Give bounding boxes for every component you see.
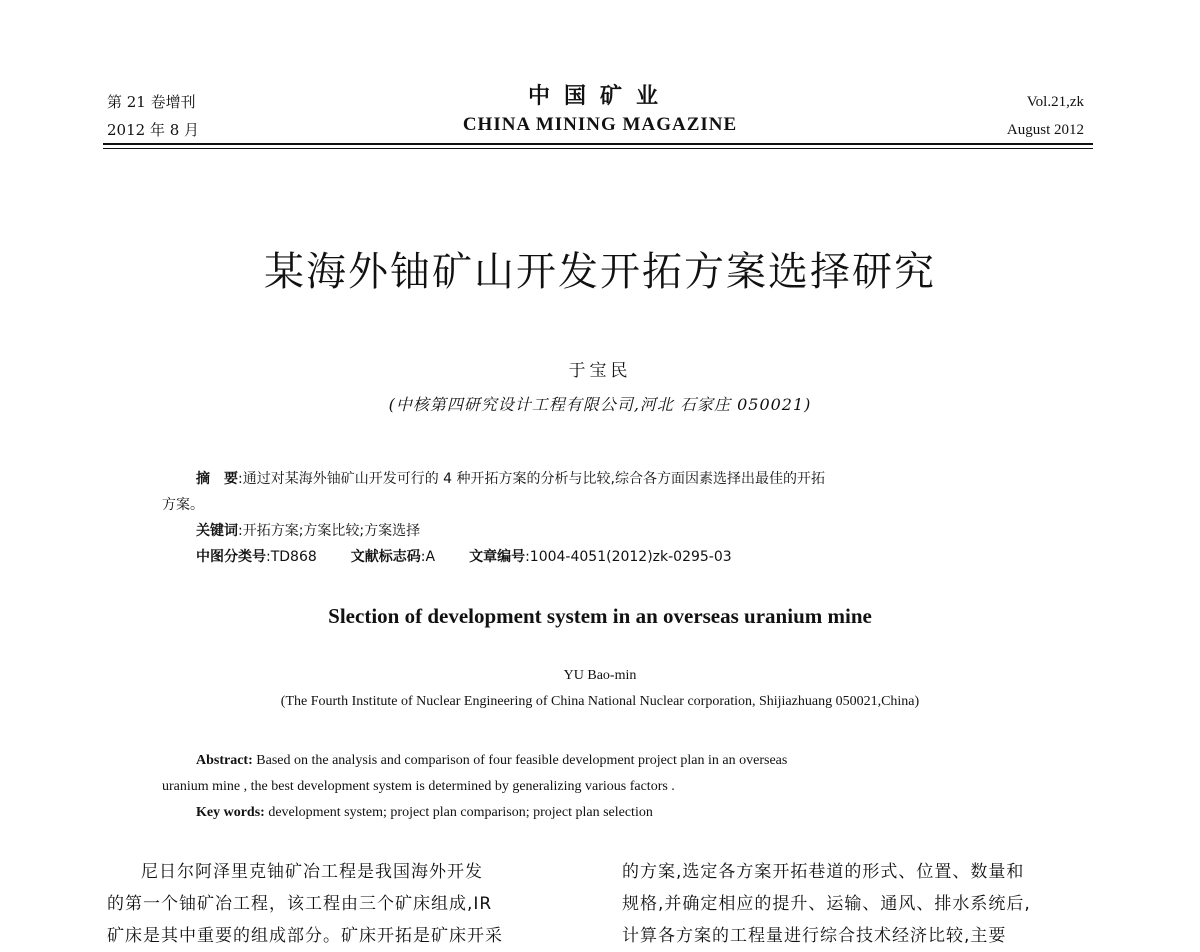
classification-row [162,544,1040,570]
header-rule-thin [103,148,1093,149]
abstract-cn-text1: :通过对某海外铀矿山开发可行的 4 种开拓方案的分析与比较,综合各方面因素选择出最佳的开拓 [238,471,825,487]
body-left-line: 尼日尔阿泽里克铀矿冶工程是我国海外开发 [141,862,483,882]
header-date: 2012 年 8 月 [107,121,200,139]
header-date-en: August 2012 [1006,122,1084,138]
body-left-line: 矿床是其中重要的组成部分。矿床开拓是矿床开采 [107,926,503,946]
keywords-en-label: Key words: [196,805,265,820]
abstract-en-label: Abstract: [196,753,253,768]
header-rule-thick [103,143,1093,145]
body-column-left [107,856,577,952]
abstract-en-text1: Based on the analysis and comparison of four feasible development project plan in an overseas [252,753,788,768]
abstract-cn-label: 摘 要 [196,471,238,487]
keywords-en [162,800,1040,826]
header-vol-en: Vol.21,zk [1026,94,1084,110]
article-id-text: :1004-4051(2012)zk-0295-03 [525,549,732,565]
doc-code-label: 文献标志码 [350,549,421,565]
keywords-cn-text: :开拓方案;方案比较;方案选择 [238,523,421,539]
author-cn: 于宝民 [568,361,632,381]
clc-text: :TD868 [266,549,317,565]
paper-title-cn: 某海外铀矿山开发开拓方案选择研究 [264,249,936,295]
body-right-line: 规格,并确定相应的提升、运输、通风、排水系统后, [622,894,1031,914]
paper-title-en: Slection of development system in an overseas uranium mine [328,604,872,628]
abstract-en [162,748,1040,826]
article-id-label: 文章编号 [469,549,526,565]
abstract-cn [162,466,1040,570]
abstract-cn-line2: 方案。 [162,497,204,513]
doc-code-text: :A [420,549,436,565]
body-left-line: 的第一个铀矿冶工程，该工程由三个矿床组成,IR [107,894,493,914]
abstract-cn-line1 [162,466,1040,492]
author-en: YU Bao-min [563,668,637,683]
abstract-en-line2: uranium mine , the best development system is determined by generalizing various factors . [162,779,675,794]
journal-name-en: CHINA MINING MAGAZINE [462,114,738,135]
body-right-line: 计算各方案的工程量进行综合技术经济比较,主要 [622,926,1007,946]
clc-label: 中图分类号 [196,549,266,565]
abstract-en-line1 [162,748,1040,774]
body-right-line: 的方案,选定各方案开拓巷道的形式、位置、数量和 [622,862,1025,882]
header-volume-en [1007,88,1084,144]
body-column-right [622,856,1098,952]
journal-name-cn: 中国矿业 [527,84,672,109]
header-volume: 第 21 卷增刊 [107,93,196,111]
keywords-cn-label: 关键词 [196,523,238,539]
keywords-cn [162,518,1040,544]
affiliation-en: (The Fourth Institute of Nuclear Engineering of China National Nuclear corporation, Shijiazhuang 050021,China) [280,694,920,709]
affiliation-cn: (中核第四研究设计工程有限公司,河北 石家庄 050021) [388,395,812,414]
keywords-en-text: development system; project plan comparison; project plan selection [264,805,653,820]
